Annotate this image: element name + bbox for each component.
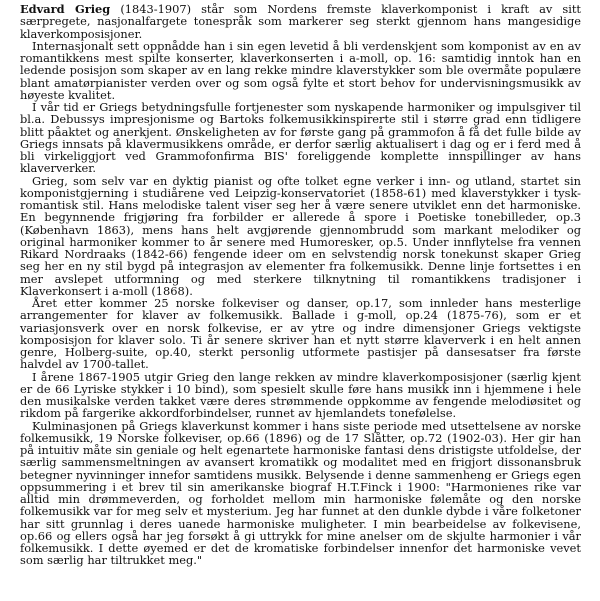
paragraph-folk-arrangements: Året etter kommer 25 norske folkeviser og danser, op.17, som innleder hans mesterlige arrangementer for klaver av folkemusikk. Ballade i g-moll, op.24 (1875-76), som er et variasjonsverk over en norsk folkevise, er av ytre og indre dimensjoner Griegs vektigste komposisjon for klaver solo. Ti år senere skriver han et nytt større klaververk i en helt annen genre, Holberg-suite, op.40, sterkt personlig utformete pastisjer på dansesatser fra første halvdel av 1700-tallet. xyxy=(20,296,581,372)
paragraph-intro xyxy=(20,3,581,40)
paragraph-early-career: Grieg, som selv var en dyktig pianist og ofte tolket egne verker i inn- og utland, startet sin komponistgjerning i studiårene ved Leipzig-konservatoriet (1858-61) med klaverstykker i tysk-romantisk stil. Hans melodiske talent viser seg her å være senere utviklet enn det harmoniske. En begynnende frigjøring fra forbilder er allerede å spore i Poetiske tonebilleder, op.3 (København 1863), mens hans helt avgjørende gjennombrudd som markant melodiker og original harmoniker kommer to år senere med Humoresker, op.5. Under innflytelse fra vennen Rikard Nordraaks (1842-66) fengende ideer om en selvstendig norsk tonekunst skaper Grieg seg her en ny stil bygd på integrasjon av elementer fra folkemusikk. Denne linje fortsettes i en mer avslepet utformning og med sterkere tilknytning til romantikkens tradisjoner i Klaverkonsert i a-moll (1868). xyxy=(20,173,581,298)
paragraph-harmonic-legacy: I vår tid er Griegs betydningsfulle fortjenester som nyskapende harmoniker og impulsgiver til bl.a. Debussys impresjonisme og Bartoks folkemusikkinspirerte stil i større grad enn tidligere blitt påaktet og anerkjent. Ønskeligheten av for første gang på grammofon å få det fulle bilde av Griegs innsats på klavermusikkens område, er derfor særlig aktualisert i dag og er i ferd med å bli virkeliggjort ved Grammofonfirma BIS' foreliggende komplette innspillinger av hans klaververker. xyxy=(20,100,581,176)
paragraph-intro-text: (1843-1907) står som Nordens fremste klaverkomponist i kraft av sitt særpregete, nasjonalfargete tonespråk som markerer seg sterkt gjennom hans mangesidige klaverkomposisjoner. xyxy=(20,2,581,41)
paragraph-lyric-pieces: I årene 1867-1905 utgir Grieg den lange rekken av mindre klaverkomposisjoner (særlig kjent er de 66 Lyriske stykker i 10 bind), som spesielt skulle føre hans musikk inn i hjemmene i hele den musikalske verden takket være deres strømmende oppkomme av fengende melodiøsitet og rikdom på fargerike akkordforbindelser, runnet av hjemlandets tonefølelse. xyxy=(20,369,581,421)
paragraph-culmination: Kulminasjonen på Griegs klaverkunst kommer i hans siste periode med utsettelsene av norske folkemusikk, 19 Norske folkeviser, op.66 (1896) og de 17 Slåtter, op.72 (1902-03). Her gir han på intuitiv måte sin geniale og helt egenartete harmoniske fantasi dens dristigste utfoldelse, der særlig sammensmeltningen av avansert kromatikk og modalitet med en frigjort dissonansbruk betegner nyvinninger innefor samtidens musikk. Belysende i denne sammenheng er Griegs egen oppsummering i et brev til sin amerikanske biograf H.T.Finck i 1900: "Harmonienes rike var alltid min drømmeverden, og forholdet mellom min harmoniske følemåte og den norske folkemusikk var for meg selv et mysterium. Jeg har funnet at den dunkle dybde i våre folketoner har sitt grunnlag i deres uanede harmoniske muligheter. I min bearbeidelse av folkevisene, op.66 og ellers også har jeg forsøkt å gi uttrykk for mine anelser om de skjulte harmonier i vår folkemusikk. I dette øyemed er det de kromatiske forbindelser innenfor det harmoniske vevet som særlig har tiltrukket meg." xyxy=(20,418,581,568)
lead-composer-name: Edvard Grieg xyxy=(20,2,111,16)
paragraph-international: Internasjonalt sett oppnådde han i sin egen levetid å bli verdenskjent som komponist av en av romantikkens mest spilte konserter, klaverkonserten i a-moll, op. 16: samtidig inntok han en ledende posisjon som skaper av en lang rekke mindre klaverstykker som ble overmåte populære blant amatørpianister verden over og som også fylte et stort behov for undervisningsmusikk av høyeste kvalitet. xyxy=(20,38,581,102)
